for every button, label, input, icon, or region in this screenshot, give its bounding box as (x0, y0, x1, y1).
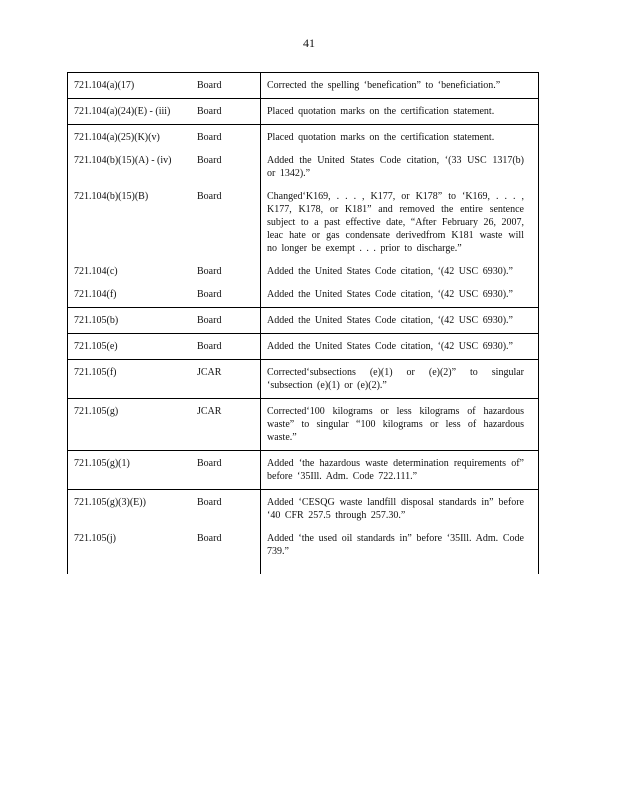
table-row (68, 451, 539, 490)
section-cell: 721.104(f) (68, 284, 193, 308)
source-cell: JCAR (192, 360, 261, 399)
source-cell: Board (192, 284, 261, 308)
action-cell: Corrected the spelling ‘benefication” to ‘beneficiation.” (261, 73, 539, 99)
table-row (68, 490, 539, 529)
action-cell: Added ‘the used oil standards in” before ‘35Ill. Adm. Code 739.” (261, 528, 539, 574)
section-cell: 721.104(a)(25)(K)(v) (68, 125, 193, 151)
action-cell: Added the United States Code citation, ‘(42 USC 6930).” (261, 284, 539, 308)
action-cell: Placed quotation marks on the certification statement. (261, 125, 539, 151)
source-cell: Board (197, 266, 222, 277)
section-cell: 721.104(a)(17) (68, 73, 193, 99)
page-number: 41 (303, 36, 315, 50)
action-cell: Corrected‘100 kilograms or less kilograms of hazardous waste” to singular “100 kilograms or less of hazardous waste.” (261, 399, 539, 451)
source-cell: Board (197, 497, 222, 508)
table-row (68, 399, 539, 451)
source-cell: Board (197, 132, 222, 143)
section-cell: 721.104(a)(24)(E) - (iii) (68, 99, 193, 125)
source-cell: Board (192, 99, 261, 125)
action-cell: Changed‘K169, . . . , K177, or K178” to ‘K169, . . . , K177, K178, or K181” and removed the entire sentence subject to a past effective date, “After February 26, 2007, leac hate or gas condensate derivedfrom K181 waste will no longer be exempt . . . prior to discharge.” (261, 186, 539, 261)
section-cell: 721.105(g)(1) (68, 451, 193, 490)
source-cell: Board (192, 308, 261, 334)
section-cell: 721.104(b)(15)(A) - (iv) (68, 150, 193, 186)
table-row (68, 528, 539, 574)
table-row (68, 334, 539, 360)
table-row (68, 360, 539, 399)
table-row (68, 73, 539, 99)
section-cell: 721.105(g) (68, 399, 193, 451)
table-row (68, 284, 539, 308)
source-cell: Board (197, 533, 222, 544)
section-cell: 721.105(j) (68, 528, 193, 574)
source-cell: Board (197, 155, 222, 166)
action-cell: Placed quotation marks on the certification statement. (261, 99, 539, 125)
section-cell: 721.104(c) (68, 261, 193, 284)
source-cell: JCAR (192, 399, 261, 451)
section-cell: 721.105(g)(3)(E)) (68, 490, 193, 529)
table-row (68, 125, 539, 151)
table-row (68, 99, 539, 125)
action-cell: Added the United States Code citation, ‘(33 USC 1317(b) or 1342).” (261, 150, 539, 186)
action-cell: Corrected‘subsections (e)(1) or (e)(2)” to singular ‘subsection (e)(1) or (e)(2).” (261, 360, 539, 399)
amendments-table (67, 72, 539, 574)
action-cell: Added ‘CESQG waste landfill disposal standards in” before ‘40 CFR 257.5 through 257.30.” (261, 490, 539, 529)
source-cell: Board (192, 451, 261, 490)
source-cell: Board (197, 191, 222, 202)
action-cell: Added the United States Code citation, ‘(42 USC 6930).” (261, 334, 539, 360)
source-cell: Board (192, 334, 261, 360)
table-row (68, 186, 539, 261)
section-cell: 721.105(e) (68, 334, 193, 360)
table-row (68, 261, 539, 284)
section-cell: 721.105(f) (68, 360, 193, 399)
action-cell: Added the United States Code citation, ‘(42 USC 6930).” (261, 261, 539, 284)
table-row (68, 150, 539, 186)
action-cell: Added ‘the hazardous waste determination requirements of” before ‘35Ill. Adm. Code 722.111.” (261, 451, 539, 490)
section-cell: 721.105(b) (68, 308, 193, 334)
section-cell: 721.104(b)(15)(B) (68, 186, 193, 261)
table-row (68, 308, 539, 334)
action-cell: Added the United States Code citation, ‘(42 USC 6930).” (261, 308, 539, 334)
source-cell: Board (192, 73, 261, 99)
